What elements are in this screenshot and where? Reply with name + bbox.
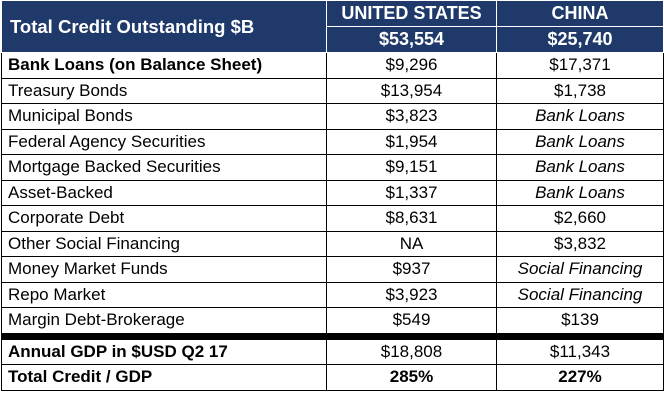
column-header-us: UNITED STATES xyxy=(327,1,497,27)
row-value-china: $2,660 xyxy=(497,206,664,232)
row-value-us: $549 xyxy=(327,308,497,337)
row-value-us: $13,954 xyxy=(327,78,497,104)
table-row xyxy=(2,257,664,283)
row-value-us: $8,631 xyxy=(327,206,497,232)
row-value-us: NA xyxy=(327,231,497,257)
credit-gdp-row xyxy=(2,365,664,391)
row-label: Money Market Funds xyxy=(2,257,327,283)
row-label: Municipal Bonds xyxy=(2,104,327,130)
total-china: $25,740 xyxy=(497,27,664,53)
row-value-china: $11,343 xyxy=(497,336,664,365)
row-label: Annual GDP in $USD Q2 17 xyxy=(2,336,327,365)
row-value-china: $3,832 xyxy=(497,231,664,257)
row-value-china: Bank Loans xyxy=(497,155,664,181)
row-value-us: $3,923 xyxy=(327,282,497,308)
table-row xyxy=(2,155,664,181)
table-row xyxy=(2,231,664,257)
row-value-china: $17,371 xyxy=(497,53,664,79)
row-label: Federal Agency Securities xyxy=(2,129,327,155)
row-label: Bank Loans (on Balance Sheet) xyxy=(2,53,327,79)
column-header-china: CHINA xyxy=(497,1,664,27)
row-value-us: 285% xyxy=(327,365,497,391)
row-value-us: $9,296 xyxy=(327,53,497,79)
row-value-us: $3,823 xyxy=(327,104,497,130)
table-row xyxy=(2,308,664,337)
row-value-china: 227% xyxy=(497,365,664,391)
row-label: Treasury Bonds xyxy=(2,78,327,104)
row-value-us: $1,337 xyxy=(327,180,497,206)
table-row xyxy=(2,104,664,130)
row-value-china: $139 xyxy=(497,308,664,337)
row-value-china: Social Financing xyxy=(497,282,664,308)
row-value-us: $1,954 xyxy=(327,129,497,155)
credit-table xyxy=(1,0,664,391)
row-label: Corporate Debt xyxy=(2,206,327,232)
row-value-china: Bank Loans xyxy=(497,104,664,130)
row-value-us: $18,808 xyxy=(327,336,497,365)
row-value-us: $9,151 xyxy=(327,155,497,181)
table-row xyxy=(2,282,664,308)
table-title: Total Credit Outstanding $B xyxy=(2,1,327,53)
row-label: Total Credit / GDP xyxy=(2,365,327,391)
row-label: Mortgage Backed Securities xyxy=(2,155,327,181)
table-row xyxy=(2,129,664,155)
row-label: Repo Market xyxy=(2,282,327,308)
row-label: Asset-Backed xyxy=(2,180,327,206)
row-value-china: Bank Loans xyxy=(497,129,664,155)
table-row xyxy=(2,180,664,206)
row-value-china: Bank Loans xyxy=(497,180,664,206)
row-value-us: $937 xyxy=(327,257,497,283)
table-row xyxy=(2,78,664,104)
row-label: Other Social Financing xyxy=(2,231,327,257)
gdp-row xyxy=(2,336,664,365)
table-row xyxy=(2,53,664,79)
row-label: Margin Debt-Brokerage xyxy=(2,308,327,337)
table-row xyxy=(2,206,664,232)
row-value-china: Social Financing xyxy=(497,257,664,283)
row-value-china: $1,738 xyxy=(497,78,664,104)
total-us: $53,554 xyxy=(327,27,497,53)
header-row xyxy=(2,1,664,27)
